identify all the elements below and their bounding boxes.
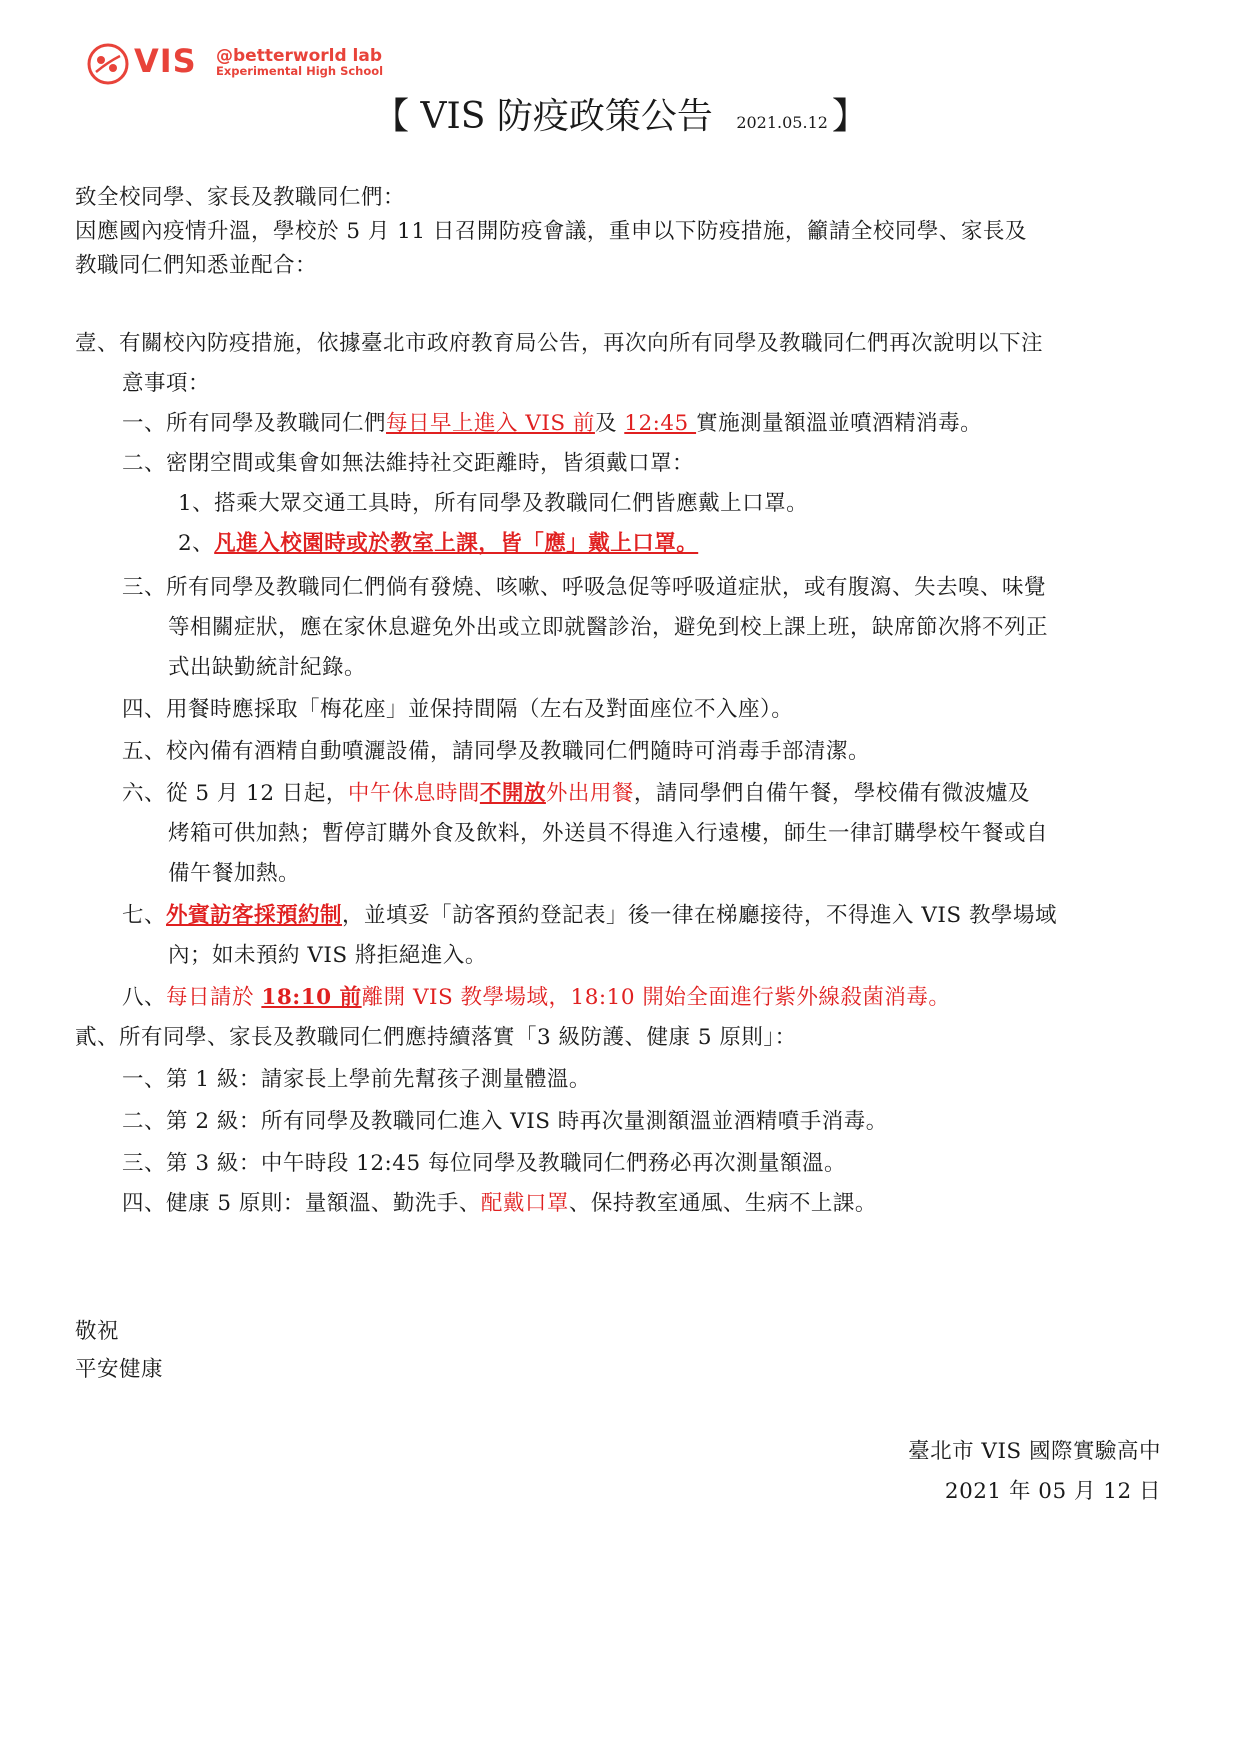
highlight-1245: 12:45 xyxy=(624,411,697,436)
section1-item-7-line-2: 內；如未預約 VIS 將拒絕進入。 xyxy=(168,943,487,968)
highlight-not-open: 不開放 xyxy=(479,781,546,806)
logo-sub-text: Experimental High School xyxy=(216,64,384,78)
signature-org: 臺北市 VIS 國際實驗高中 xyxy=(908,1439,1161,1464)
section1-item-2-2: 2、凡進入校園時或於教室上課，皆「應」戴上口罩。 xyxy=(178,531,699,556)
section1-item-5: 五、校內備有酒精自動噴灑設備，請同學及教職同仁們隨時可消毒手部清潔。 xyxy=(122,739,871,764)
section1-item-4: 四、用餐時應採取「梅花座」並保持間隔（左右及對面座位不入座）。 xyxy=(122,697,794,722)
highlight-morning-entry: 每日早上進入 VIS 前 xyxy=(386,411,595,436)
section1-item-6-line-1: 六、從 5 月 12 日起，中午休息時間不開放外出用餐，請同學們自備午餐，學校備有微波爐及 xyxy=(122,781,1030,806)
school-logo xyxy=(86,40,386,88)
title-date: 2021.05.12 xyxy=(736,113,828,132)
section1-item-1: 一、所有同學及教職同仁們每日早上進入 VIS 前及 12:45 實施測量額溫並噴酒精消毒。 xyxy=(122,411,983,436)
intro-line-1: 因應國內疫情升溫，學校於 5 月 11 日召開防疫會議，重申以下防疫措施，籲請全校同學、家長及 xyxy=(75,219,1027,244)
section2-item-4: 四、健康 5 原則：量額溫、勤洗手、配戴口罩、保持教室通風、生病不上課。 xyxy=(122,1191,877,1216)
highlight-noon-break: 中午休息時間 xyxy=(347,781,480,806)
section1-item-6-line-3: 備午餐加熱。 xyxy=(168,861,301,886)
title-open-bracket: 【 xyxy=(373,96,410,137)
highlight-visitor-booking: 外賓訪客採預約制 xyxy=(166,903,343,928)
section1-item-3-line-3: 式出缺勤統計紀錄。 xyxy=(168,655,367,680)
section2-item-2: 二、第 2 級：所有同學及教職同仁進入 VIS 時再次量測額溫並酒精噴手消毒。 xyxy=(122,1109,888,1134)
section1-line-2: 意事項： xyxy=(122,371,211,396)
closing-wish: 平安健康 xyxy=(75,1357,164,1382)
title-main: VIS 防疫政策公告 xyxy=(420,96,713,137)
closing-salute: 敬祝 xyxy=(75,1319,120,1344)
intro-line-2: 教職同仁們知悉並配合： xyxy=(75,253,318,278)
greeting: 致全校同學、家長及教職同仁們： xyxy=(75,185,406,210)
section1-line-1: 壹、有關校內防疫措施，依據臺北市政府教育局公告，再次向所有同學及教職同仁們再次說明以下注 xyxy=(75,331,1044,356)
logo-brand: VIS xyxy=(134,42,197,80)
section2-line-1: 貳、所有同學、家長及教職同仁們應持續落實「3 級防護、健康 5 原則」： xyxy=(75,1025,797,1050)
section2-item-3: 三、第 3 級：中午時段 12:45 每位同學及教職同仁們務必再次測量額溫。 xyxy=(122,1151,846,1176)
highlight-1810: 18:10 前 xyxy=(261,985,362,1010)
section2-item-1: 一、第 1 級：請家長上學前先幫孩子測量體溫。 xyxy=(122,1067,591,1092)
section1-item-8: 八、每日請於 18:10 前離開 VIS 教學場域，18:10 開始全面進行紫外線殺菌消毒。 xyxy=(122,985,951,1010)
logo-lab-text: @betterworld lab xyxy=(216,46,383,66)
highlight-wear-mask: 配戴口罩 xyxy=(480,1191,569,1216)
highlight-mask-required: 凡進入校園時或於教室上課，皆「應」戴上口罩。 xyxy=(214,531,699,556)
section1-item-6-line-2: 烤箱可供加熱；暫停訂購外食及飲料，外送員不得進入行遠樓，師生一律訂購學校午餐或自 xyxy=(168,821,1049,846)
logo-emblem-icon xyxy=(86,42,130,86)
page-title xyxy=(0,88,1241,139)
section1-item-2: 二、密閉空間或集會如無法維持社交距離時，皆須戴口罩： xyxy=(122,451,695,476)
section1-item-3-line-2: 等相關症狀，應在家休息避免外出或立即就醫診治，避免到校上課上班，缺席節次將不列正 xyxy=(168,615,1049,640)
title-close-bracket: 】 xyxy=(831,96,868,137)
section1-item-7-line-1: 七、外賓訪客採預約制，並填妥「訪客預約登記表」後一律在梯廳接待，不得進入 VIS 教學場域 xyxy=(122,903,1057,928)
section1-item-3-line-1: 三、所有同學及教職同仁們倘有發燒、咳嗽、呼吸急促等呼吸道症狀，或有腹瀉、失去嗅、味覺 xyxy=(122,575,1047,600)
section1-item-2-1: 1、搭乘大眾交通工具時，所有同學及教職同仁們皆應戴上口罩。 xyxy=(178,491,809,516)
highlight-eat-out: 外出用餐 xyxy=(545,781,634,806)
signature-date: 2021 年 05 月 12 日 xyxy=(944,1479,1161,1504)
